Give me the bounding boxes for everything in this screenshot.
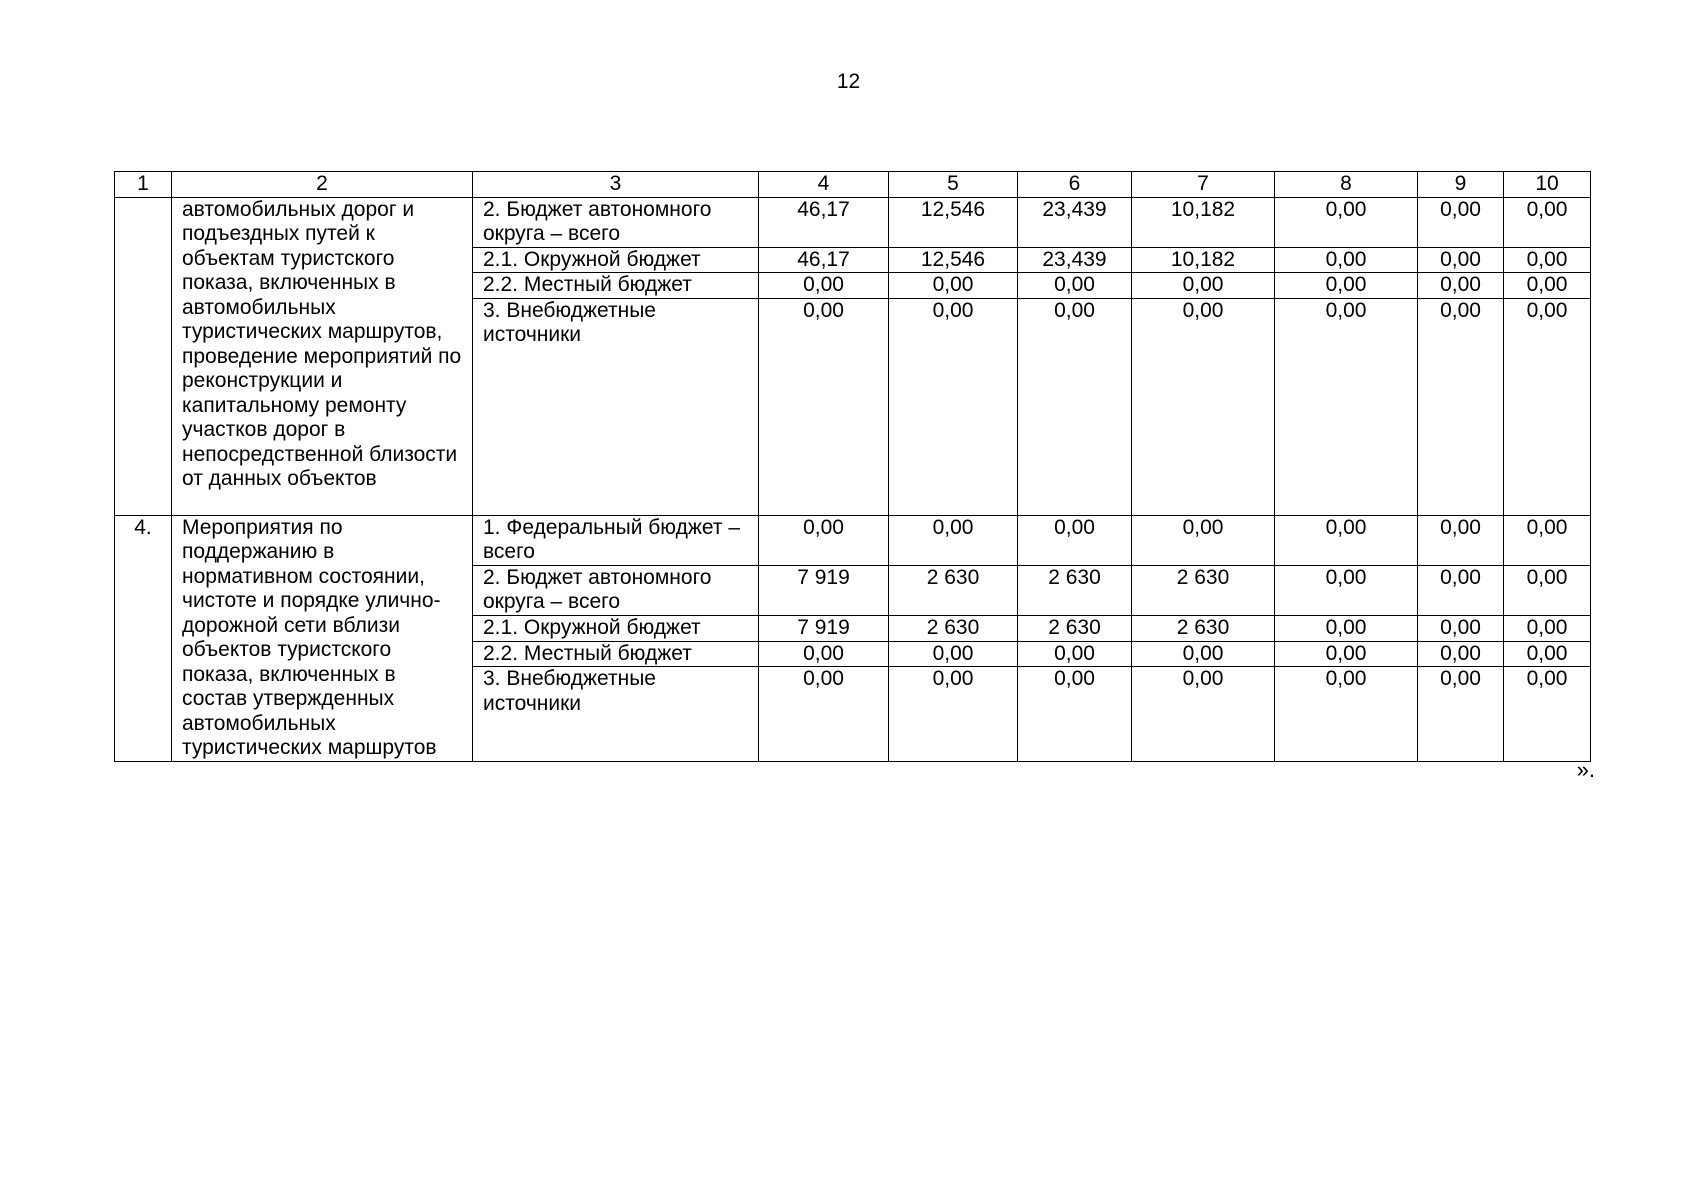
value-cell: 12,546	[889, 247, 1018, 273]
funding-source-cell: 3. Внебюджетные источники	[473, 667, 759, 761]
value-cell: 0,00	[1504, 615, 1591, 641]
column-number-row	[115, 172, 1591, 198]
value-cell: 0,00	[759, 273, 889, 299]
value-cell: 0,00	[1275, 565, 1418, 615]
value-cell: 0,00	[1132, 667, 1275, 761]
page-number: 12	[836, 70, 861, 93]
column-number-header: 1	[115, 172, 172, 198]
funding-source-cell: 1. Федеральный бюджет – всего	[473, 515, 759, 565]
column-number-header: 9	[1418, 172, 1504, 198]
value-cell: 0,00	[1418, 197, 1504, 247]
value-cell: 46,17	[759, 247, 889, 273]
value-cell: 0,00	[759, 515, 889, 565]
value-cell: 0,00	[1018, 641, 1132, 667]
value-cell: 12,546	[889, 197, 1018, 247]
value-cell: 0,00	[889, 515, 1018, 565]
value-cell: 0,00	[1018, 667, 1132, 761]
value-cell: 23,439	[1018, 247, 1132, 273]
funding-source-cell: 2.1. Окружной бюджет	[473, 247, 759, 273]
value-cell: 0,00	[1275, 641, 1418, 667]
value-cell: 0,00	[1132, 641, 1275, 667]
value-cell: 0,00	[1018, 515, 1132, 565]
funding-source-cell: 2.2. Местный бюджет	[473, 273, 759, 299]
value-cell: 23,439	[1018, 197, 1132, 247]
value-cell: 0,00	[1418, 565, 1504, 615]
value-cell: 0,00	[759, 298, 889, 515]
value-cell: 46,17	[759, 197, 889, 247]
value-cell: 0,00	[1504, 641, 1591, 667]
value-cell: 0,00	[1275, 667, 1418, 761]
value-cell: 0,00	[1275, 247, 1418, 273]
value-cell: 0,00	[1275, 298, 1418, 515]
value-cell: 0,00	[1275, 615, 1418, 641]
value-cell: 0,00	[1132, 515, 1275, 565]
value-cell: 0,00	[1275, 273, 1418, 299]
value-cell: 0,00	[1418, 641, 1504, 667]
column-number-header: 3	[473, 172, 759, 198]
item-description-cell: автомобильных дорог и подъездных путей к объектам туристского показа, включенных в автомобильных туристических маршрутов, проведение мероприятий по реконструкции и капитальному ремонту участков дорог в непосредственной близости от данных объектов	[172, 197, 473, 515]
closing-quote-mark: ».	[1576, 757, 1595, 782]
funding-source-cell: 2. Бюджет автономного округа – всего	[473, 565, 759, 615]
value-cell: 2 630	[889, 615, 1018, 641]
value-cell: 0,00	[1418, 273, 1504, 299]
value-cell: 0,00	[1018, 298, 1132, 515]
value-cell: 0,00	[889, 641, 1018, 667]
value-cell: 0,00	[1504, 298, 1591, 515]
value-cell: 2 630	[1018, 615, 1132, 641]
value-cell: 2 630	[1132, 615, 1275, 641]
item-description-cell: Мероприятия по поддержанию в нормативном состоянии, чистоте и порядке улично-дорожной сети вблизи объектов туристского показа, включенных в состав утвержденных автомобильных туристических маршрутов	[172, 515, 473, 761]
value-cell: 0,00	[1504, 515, 1591, 565]
funding-source-cell: 2.2. Местный бюджет	[473, 641, 759, 667]
value-cell: 0,00	[1504, 565, 1591, 615]
value-cell: 0,00	[1504, 247, 1591, 273]
value-cell: 0,00	[1504, 667, 1591, 761]
value-cell: 0,00	[1018, 273, 1132, 299]
item-number-cell: 4.	[115, 515, 172, 761]
table-row	[115, 197, 1591, 247]
value-cell: 0,00	[889, 298, 1018, 515]
value-cell: 0,00	[1418, 667, 1504, 761]
column-number-header: 6	[1018, 172, 1132, 198]
funding-source-cell: 2.1. Окружной бюджет	[473, 615, 759, 641]
value-cell: 0,00	[1504, 197, 1591, 247]
value-cell: 0,00	[1418, 298, 1504, 515]
value-cell: 7 919	[759, 565, 889, 615]
funding-source-cell: 3. Внебюджетные источники	[473, 298, 759, 515]
value-cell: 0,00	[1132, 273, 1275, 299]
value-cell: 0,00	[889, 667, 1018, 761]
column-number-header: 4	[759, 172, 889, 198]
value-cell: 0,00	[1132, 298, 1275, 515]
value-cell: 2 630	[889, 565, 1018, 615]
value-cell: 0,00	[1418, 247, 1504, 273]
value-cell: 2 630	[1132, 565, 1275, 615]
column-number-header: 2	[172, 172, 473, 198]
financing-table	[114, 171, 1591, 762]
value-cell: 0,00	[1275, 197, 1418, 247]
value-cell: 10,182	[1132, 247, 1275, 273]
column-number-header: 7	[1132, 172, 1275, 198]
value-cell: 0,00	[1418, 615, 1504, 641]
table-row	[115, 515, 1591, 565]
column-number-header: 10	[1504, 172, 1591, 198]
funding-source-cell: 2. Бюджет автономного округа – всего	[473, 197, 759, 247]
column-number-header: 5	[889, 172, 1018, 198]
column-number-header: 8	[1275, 172, 1418, 198]
value-cell: 0,00	[1275, 515, 1418, 565]
value-cell: 0,00	[889, 273, 1018, 299]
value-cell: 0,00	[1504, 273, 1591, 299]
value-cell: 0,00	[759, 667, 889, 761]
value-cell: 10,182	[1132, 197, 1275, 247]
value-cell: 7 919	[759, 615, 889, 641]
value-cell: 0,00	[759, 641, 889, 667]
item-number-cell	[115, 197, 172, 515]
value-cell: 0,00	[1418, 515, 1504, 565]
value-cell: 2 630	[1018, 565, 1132, 615]
